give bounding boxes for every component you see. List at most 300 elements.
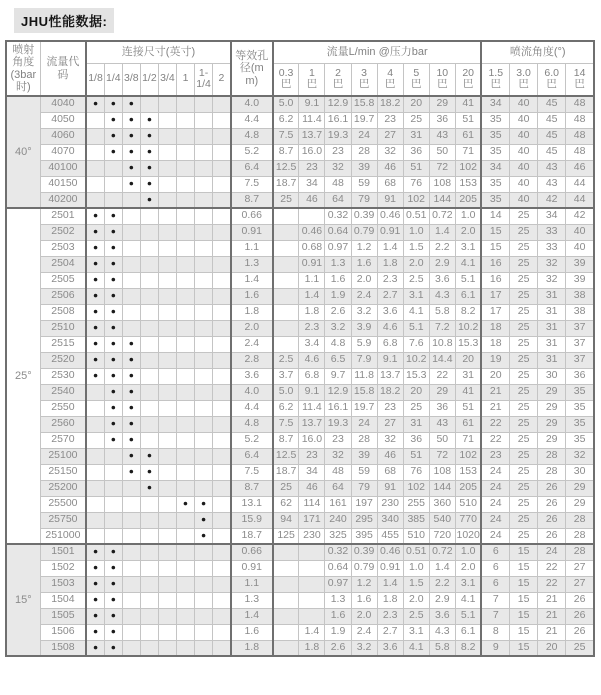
spray-angle-cell: 31: [538, 352, 566, 368]
flow-value-cell: 0.72: [429, 208, 455, 224]
connection-dot: ●: [122, 112, 140, 128]
pressure-value: 14: [573, 66, 586, 79]
spray-angle-cell: 21: [538, 592, 566, 608]
flow-value-cell: 5.1: [455, 272, 481, 288]
spray-angle-cell: 25: [510, 480, 538, 496]
spray-angle-cell: 40: [510, 144, 538, 160]
connection-dot-empty: [158, 176, 176, 192]
flow-value-cell: 6.1: [455, 288, 481, 304]
connection-dot-empty: [140, 304, 158, 320]
connection-dot: ●: [122, 144, 140, 160]
table-row: [6, 496, 594, 512]
flow-value-cell: [273, 320, 299, 336]
bore-cell: 0.66: [231, 544, 273, 560]
spray-angle-cell: 22: [481, 432, 509, 448]
connection-dot-empty: [158, 208, 176, 224]
page-title: JHU性能数据:: [14, 8, 114, 33]
flow-value-cell: 0.46: [377, 208, 403, 224]
flow-value-cell: 71: [455, 144, 481, 160]
flow-value-cell: 8.2: [455, 640, 481, 656]
flow-value-cell: [273, 592, 299, 608]
spray-angle-cell: 26: [538, 496, 566, 512]
flow-value-cell: 1.2: [351, 576, 377, 592]
pressure-value: 4: [387, 66, 394, 79]
flow-value-cell: 16.1: [325, 112, 351, 128]
header-flow-pressure-1: [299, 63, 325, 96]
header-size-1/2: 1/2: [140, 63, 158, 96]
connection-dot: ●: [104, 272, 122, 288]
connection-dot: ●: [104, 608, 122, 624]
header-flow-group: 流量L/min @压力bar: [273, 41, 482, 63]
flow-value-cell: 32: [377, 144, 403, 160]
flow-value-cell: 102: [455, 448, 481, 464]
spray-angle-cell: 25: [510, 528, 538, 544]
spray-angle-cell: 24: [481, 528, 509, 544]
flow-value-cell: 46: [377, 160, 403, 176]
table-row: [6, 256, 594, 272]
header-spray-group: 喷流角度(°): [481, 41, 594, 63]
connection-dot: ●: [122, 464, 140, 480]
flow-value-cell: 51: [403, 160, 429, 176]
spray-angle-cell: 14: [481, 208, 509, 224]
connection-dot-empty: [104, 464, 122, 480]
connection-dot-empty: [122, 240, 140, 256]
flow-value-cell: 20: [403, 384, 429, 400]
flow-value-cell: 29: [429, 384, 455, 400]
spray-angle-cell: 30: [538, 368, 566, 384]
bore-cell: 1.6: [231, 624, 273, 640]
connection-dot: ●: [86, 288, 104, 304]
flow-value-cell: 0.72: [429, 544, 455, 560]
connection-dot-empty: [158, 560, 176, 576]
flow-value-cell: 3.6: [377, 640, 403, 656]
flow-code-cell: 2515: [40, 336, 86, 352]
flow-code-cell: 1508: [40, 640, 86, 656]
flow-value-cell: 64: [325, 480, 351, 496]
flow-code-cell: 2505: [40, 272, 86, 288]
spray-angle-cell: 25: [510, 288, 538, 304]
spray-angle-cell: 35: [481, 176, 509, 192]
flow-value-cell: 2.9: [429, 592, 455, 608]
header-size-2: 2: [213, 63, 231, 96]
pressure-unit: 巴: [280, 78, 292, 91]
connection-dot-empty: [158, 384, 176, 400]
connection-dot-empty: [176, 528, 194, 544]
connection-dot-empty: [213, 528, 231, 544]
flow-value-cell: 31: [403, 416, 429, 432]
connection-dot-empty: [86, 416, 104, 432]
flow-value-cell: 3.4: [299, 336, 325, 352]
connection-dot-empty: [158, 112, 176, 128]
flow-value-cell: 4.3: [429, 624, 455, 640]
flow-value-cell: 32: [325, 448, 351, 464]
flow-value-cell: 360: [429, 496, 455, 512]
flow-value-cell: 2.2: [429, 240, 455, 256]
spray-angle-cell: 24: [538, 544, 566, 560]
connection-dot-empty: [86, 512, 104, 528]
connection-dot-empty: [86, 384, 104, 400]
spray-angle-cell: 44: [566, 176, 594, 192]
spray-angle-cell: 17: [481, 288, 509, 304]
bore-cell: 8.7: [231, 480, 273, 496]
spray-angle-cell: 34: [481, 96, 509, 112]
connection-dot-empty: [195, 432, 213, 448]
connection-dot-empty: [213, 384, 231, 400]
spray-angle-cell: 29: [538, 416, 566, 432]
spray-angle-cell: 15: [481, 240, 509, 256]
flow-value-cell: 5.0: [273, 384, 299, 400]
connection-dot-empty: [158, 400, 176, 416]
connection-dot: ●: [122, 448, 140, 464]
connection-dot-empty: [140, 624, 158, 640]
flow-value-cell: 9.1: [299, 96, 325, 112]
connection-dot-empty: [176, 432, 194, 448]
spray-angle-cell: 8: [481, 624, 509, 640]
connection-dot-empty: [158, 320, 176, 336]
flow-value-cell: 171: [299, 512, 325, 528]
bore-cell: 1.1: [231, 240, 273, 256]
bore-cell: 4.4: [231, 112, 273, 128]
flow-code-cell: 2540: [40, 384, 86, 400]
connection-dot-empty: [158, 528, 176, 544]
performance-table: [5, 40, 595, 657]
flow-value-cell: 3.1: [403, 288, 429, 304]
flow-value-cell: 11.4: [299, 112, 325, 128]
connection-dot: ●: [140, 176, 158, 192]
spray-angle-cell: 25: [510, 368, 538, 384]
flow-code-cell: 1503: [40, 576, 86, 592]
flow-value-cell: [299, 544, 325, 560]
connection-dot-empty: [104, 528, 122, 544]
table-row: [6, 96, 594, 112]
bore-cell: 4.8: [231, 128, 273, 144]
connection-dot-empty: [213, 400, 231, 416]
connection-dot-empty: [104, 192, 122, 208]
flow-value-cell: 18.2: [377, 384, 403, 400]
flow-value-cell: 102: [403, 192, 429, 208]
connection-dot-empty: [213, 512, 231, 528]
connection-dot-empty: [122, 208, 140, 224]
flow-value-cell: 76: [403, 464, 429, 480]
spray-angle-cell: 9: [481, 640, 509, 656]
flow-value-cell: 43: [429, 128, 455, 144]
flow-value-cell: 3.6: [377, 304, 403, 320]
connection-dot-empty: [195, 448, 213, 464]
connection-dot-empty: [158, 144, 176, 160]
connection-dot-empty: [195, 592, 213, 608]
header-size-1: 1: [176, 63, 194, 96]
angle-group-40°: [6, 96, 594, 208]
flow-code-cell: 2510: [40, 320, 86, 336]
connection-dot-empty: [104, 160, 122, 176]
flow-value-cell: [299, 560, 325, 576]
flow-value-cell: 230: [299, 528, 325, 544]
flow-value-cell: 25: [273, 192, 299, 208]
flow-value-cell: 36: [403, 144, 429, 160]
pressure-unit: 巴: [518, 78, 529, 91]
spray-angle-cell: 26: [566, 608, 594, 624]
connection-dot-empty: [140, 400, 158, 416]
connection-dot-empty: [122, 640, 140, 656]
bore-cell: 3.6: [231, 368, 273, 384]
flow-value-cell: 6.8: [377, 336, 403, 352]
flow-value-cell: 1.6: [325, 272, 351, 288]
pressure-value: 3: [361, 66, 367, 79]
spray-angle-cell: 16: [481, 272, 509, 288]
flow-value-cell: 0.79: [351, 560, 377, 576]
spray-angle-cell: 35: [481, 128, 509, 144]
connection-dot-empty: [122, 256, 140, 272]
spray-angle-cell: 31: [538, 288, 566, 304]
pressure-value: 1.5: [488, 66, 504, 79]
table-row: [6, 464, 594, 480]
spray-angle-cell: 6: [481, 576, 509, 592]
bore-cell: 4.0: [231, 384, 273, 400]
connection-dot-empty: [140, 256, 158, 272]
connection-dot-empty: [140, 528, 158, 544]
spray-angle-cell: 36: [566, 368, 594, 384]
flow-value-cell: [273, 560, 299, 576]
flow-value-cell: 61: [455, 128, 481, 144]
connection-dot-empty: [176, 512, 194, 528]
connection-dot-empty: [104, 512, 122, 528]
flow-value-cell: 0.91: [377, 560, 403, 576]
connection-dot-empty: [158, 256, 176, 272]
connection-dot-empty: [213, 368, 231, 384]
connection-dot-empty: [213, 144, 231, 160]
flow-value-cell: 22: [429, 368, 455, 384]
flow-value-cell: 1.2: [351, 240, 377, 256]
connection-dot-empty: [86, 432, 104, 448]
connection-dot-empty: [140, 352, 158, 368]
connection-dot-empty: [176, 560, 194, 576]
connection-dot-empty: [140, 96, 158, 112]
connection-dot: ●: [86, 224, 104, 240]
connection-dot-empty: [195, 464, 213, 480]
connection-dot: ●: [122, 352, 140, 368]
connection-dot-empty: [158, 224, 176, 240]
flow-value-cell: 4.8: [325, 336, 351, 352]
flow-value-cell: 1.0: [455, 208, 481, 224]
connection-dot-empty: [176, 592, 194, 608]
flow-value-cell: [273, 544, 299, 560]
bore-cell: 0.91: [231, 560, 273, 576]
spray-angle-cell: 20: [481, 368, 509, 384]
connection-dot-empty: [86, 480, 104, 496]
connection-dot-empty: [122, 288, 140, 304]
spray-angle-cell: 25: [510, 336, 538, 352]
bore-cell: 1.3: [231, 256, 273, 272]
connection-dot: ●: [104, 432, 122, 448]
spray-angle-cell: 40: [566, 240, 594, 256]
flow-value-cell: 27: [377, 128, 403, 144]
connection-dot-empty: [176, 336, 194, 352]
flow-value-cell: 3.6: [429, 272, 455, 288]
flow-value-cell: 205: [455, 192, 481, 208]
connection-dot-empty: [195, 112, 213, 128]
flow-value-cell: 1.6: [351, 256, 377, 272]
flow-value-cell: 31: [455, 368, 481, 384]
spray-angle-cell: 26: [538, 480, 566, 496]
flow-value-cell: 18.2: [377, 96, 403, 112]
connection-dot: ●: [122, 160, 140, 176]
flow-code-cell: 2506: [40, 288, 86, 304]
bore-cell: 4.0: [231, 96, 273, 112]
flow-value-cell: 2.3: [377, 272, 403, 288]
flow-value-cell: 0.79: [351, 224, 377, 240]
flow-code-cell: 2501: [40, 208, 86, 224]
flow-value-cell: 5.1: [455, 608, 481, 624]
connection-dot-empty: [158, 272, 176, 288]
bore-cell: 6.4: [231, 448, 273, 464]
connection-dot-empty: [213, 96, 231, 112]
connection-dot: ●: [195, 512, 213, 528]
connection-dot-empty: [195, 320, 213, 336]
flow-value-cell: [273, 256, 299, 272]
connection-dot: ●: [122, 416, 140, 432]
spray-angle-cell: 35: [566, 416, 594, 432]
spray-angle-cell: 30: [566, 464, 594, 480]
header-flow-pressure-4: [377, 63, 403, 96]
connection-dot-empty: [195, 240, 213, 256]
bore-cell: 4.4: [231, 400, 273, 416]
flow-value-cell: 340: [377, 512, 403, 528]
flow-value-cell: 2.0: [351, 608, 377, 624]
flow-value-cell: 28: [351, 432, 377, 448]
flow-value-cell: 0.91: [377, 224, 403, 240]
header-sub-row: [6, 63, 594, 96]
spray-angle-cell: 35: [481, 192, 509, 208]
flow-value-cell: 197: [351, 496, 377, 512]
connection-dot-empty: [176, 320, 194, 336]
flow-value-cell: 76: [403, 176, 429, 192]
spray-angle-cell: 28: [566, 512, 594, 528]
spray-angle-cell: 6: [481, 544, 509, 560]
spray-angle-cell: 25: [510, 272, 538, 288]
connection-dot-empty: [158, 416, 176, 432]
flow-value-cell: 0.32: [325, 208, 351, 224]
header-spray-pressure-14: [566, 63, 594, 96]
flow-value-cell: 28: [351, 144, 377, 160]
bore-cell: 0.66: [231, 208, 273, 224]
flow-value-cell: 6.8: [299, 368, 325, 384]
connection-dot: ●: [104, 240, 122, 256]
connection-dot-empty: [195, 416, 213, 432]
spray-angle-cell: 26: [538, 528, 566, 544]
connection-dot-empty: [86, 464, 104, 480]
connection-dot-empty: [176, 464, 194, 480]
connection-dot-empty: [195, 368, 213, 384]
connection-dot-empty: [195, 352, 213, 368]
connection-dot-empty: [213, 464, 231, 480]
bore-cell: 5.2: [231, 144, 273, 160]
flow-value-cell: 510: [403, 528, 429, 544]
spray-angle-cell: 18: [481, 320, 509, 336]
spray-angle-cell: 35: [566, 400, 594, 416]
flow-code-cell: 2504: [40, 256, 86, 272]
connection-dot-empty: [195, 640, 213, 656]
connection-dot-empty: [213, 208, 231, 224]
connection-dot-empty: [86, 176, 104, 192]
connection-dot: ●: [86, 304, 104, 320]
bore-cell: 8.7: [231, 192, 273, 208]
flow-value-cell: 0.91: [299, 256, 325, 272]
flow-value-cell: [299, 592, 325, 608]
table-row: [6, 240, 594, 256]
flow-value-cell: 2.4: [351, 624, 377, 640]
connection-dot-empty: [176, 256, 194, 272]
flow-value-cell: 25: [273, 480, 299, 496]
spray-angle-cell: 15: [510, 640, 538, 656]
spray-angle-cell: 24: [481, 496, 509, 512]
connection-dot-empty: [86, 400, 104, 416]
spray-angle-cell: 19: [481, 352, 509, 368]
connection-dot: ●: [104, 288, 122, 304]
flow-value-cell: 1.9: [325, 288, 351, 304]
flow-value-cell: [273, 576, 299, 592]
flow-code-cell: 2520: [40, 352, 86, 368]
flow-value-cell: 23: [299, 160, 325, 176]
spray-angle-cell: 32: [566, 448, 594, 464]
flow-value-cell: 4.1: [403, 304, 429, 320]
spray-angle-cell: 25: [510, 304, 538, 320]
flow-value-cell: 8.7: [273, 144, 299, 160]
table-row: [6, 160, 594, 176]
connection-dot-empty: [195, 176, 213, 192]
flow-value-cell: 19.3: [325, 416, 351, 432]
flow-value-cell: 16.1: [325, 400, 351, 416]
connection-dot: ●: [86, 320, 104, 336]
flow-value-cell: 72: [429, 160, 455, 176]
connection-dot-empty: [176, 112, 194, 128]
flow-value-cell: 4.1: [455, 256, 481, 272]
flow-value-cell: 255: [403, 496, 429, 512]
header-size-3/8: 3/8: [122, 63, 140, 96]
connection-dot-empty: [86, 112, 104, 128]
spray-angle-cell: 38: [566, 288, 594, 304]
connection-dot: ●: [86, 608, 104, 624]
connection-dot-empty: [140, 560, 158, 576]
flow-value-cell: 29: [429, 96, 455, 112]
connection-dot: ●: [86, 640, 104, 656]
spray-angle-cell: 28: [566, 544, 594, 560]
flow-code-cell: 2570: [40, 432, 86, 448]
flow-code-cell: 40200: [40, 192, 86, 208]
header-connection-group: 连接尺寸(英寸): [86, 41, 230, 63]
spray-angle-cell: 35: [481, 112, 509, 128]
connection-dot-empty: [213, 256, 231, 272]
spray-angle-cell: 15: [510, 608, 538, 624]
flow-value-cell: 1.0: [403, 224, 429, 240]
flow-value-cell: [273, 304, 299, 320]
spray-angle-cell: 7: [481, 608, 509, 624]
flow-value-cell: 240: [325, 512, 351, 528]
connection-dot-empty: [195, 96, 213, 112]
flow-code-cell: 25750: [40, 512, 86, 528]
spray-angle-cell: 43: [538, 176, 566, 192]
bore-cell: 6.4: [231, 160, 273, 176]
spray-angle-cell: 25: [510, 464, 538, 480]
angle-group-label: 40°: [6, 96, 40, 208]
flow-value-cell: 1.1: [299, 272, 325, 288]
pressure-value: 2: [335, 66, 341, 79]
flow-value-cell: 0.51: [403, 544, 429, 560]
connection-dot-empty: [195, 544, 213, 560]
spray-angle-cell: 21: [481, 384, 509, 400]
connection-dot-empty: [176, 400, 194, 416]
flow-code-cell: 4040: [40, 96, 86, 112]
flow-value-cell: 36: [429, 400, 455, 416]
